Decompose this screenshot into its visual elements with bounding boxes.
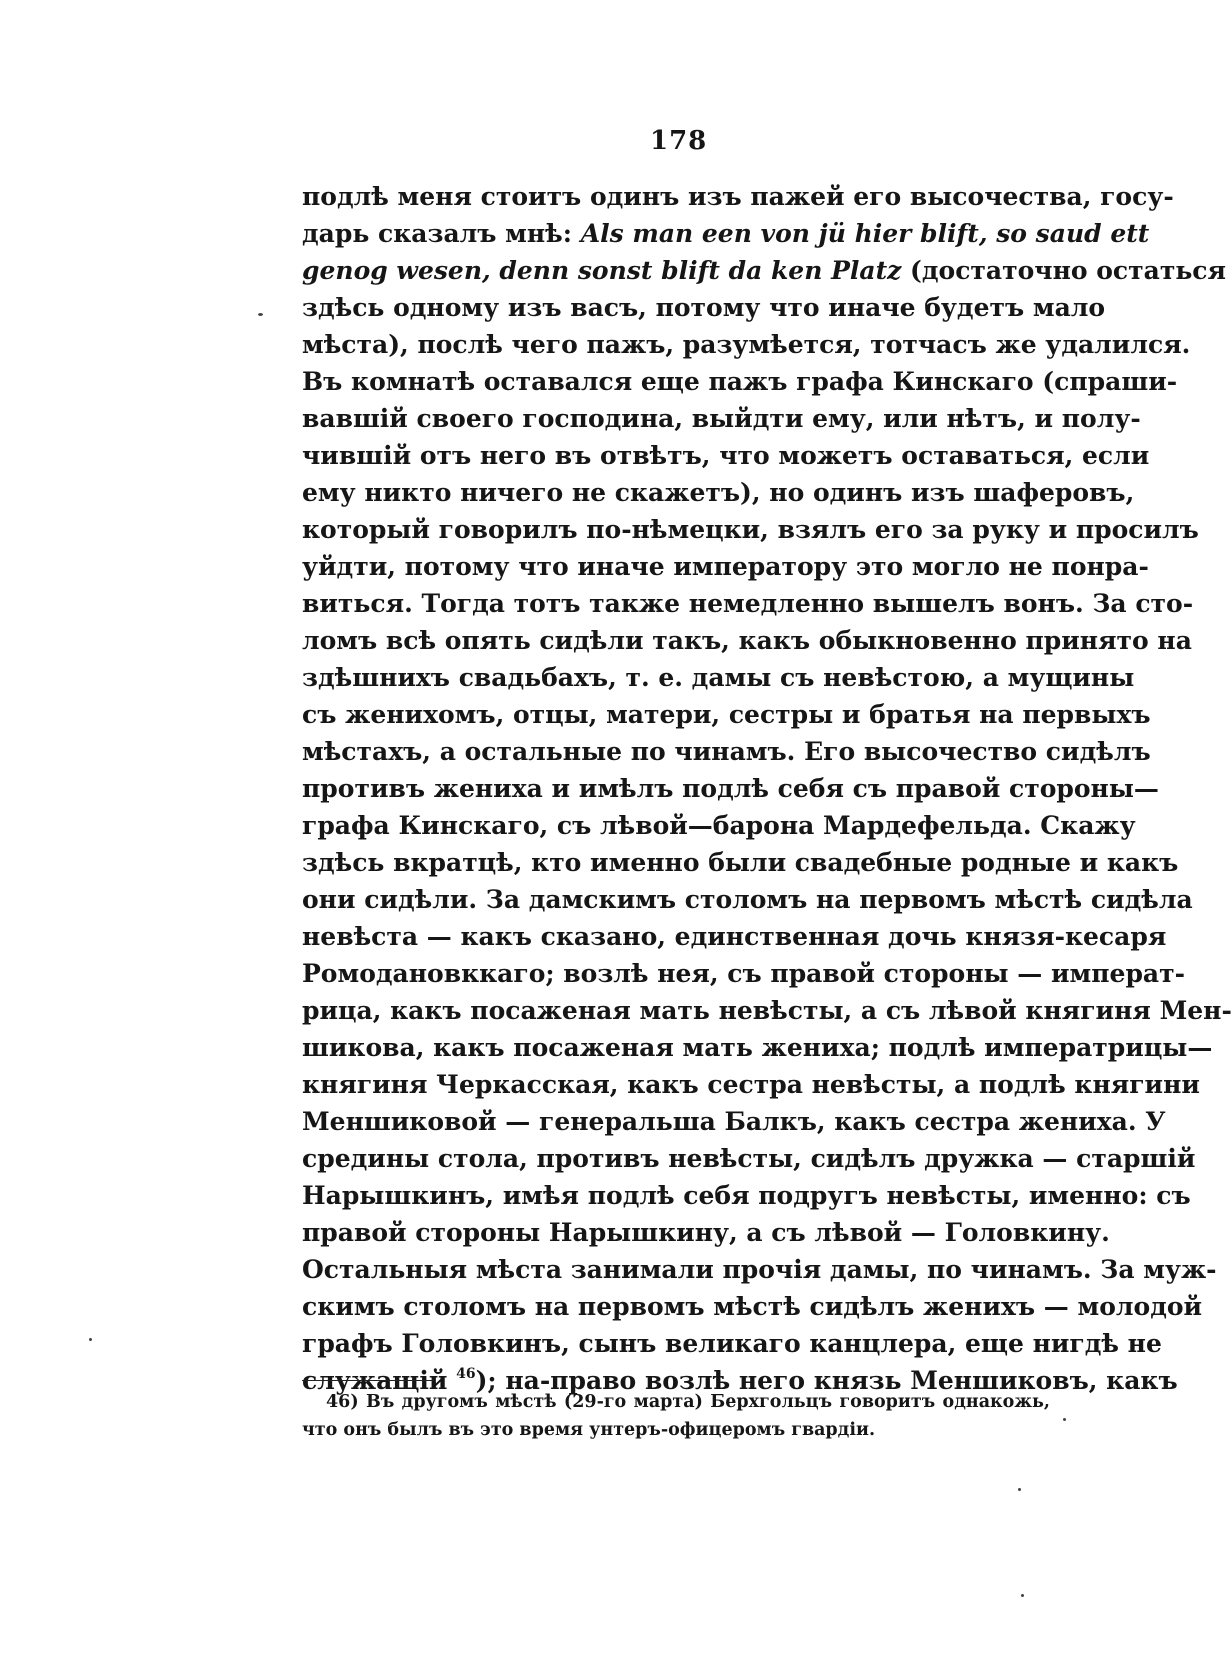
text-segment: здѣсь вкратцѣ, кто именно были свадебные родные и какъ (302, 848, 1179, 877)
text-line (302, 585, 1194, 622)
main-text (302, 178, 1232, 1399)
scan-speck (258, 313, 263, 316)
footnote-line-1: 46) Въ другомъ мѣстѣ (29-го марта) Берхгольцъ говоритъ однакожь, (326, 1392, 1050, 1412)
text-segment: мѣста), послѣ чего пажъ, разумѣется, тотчасъ же удалился. (302, 330, 1191, 359)
text-line (302, 1177, 1191, 1214)
text-line (302, 1140, 1196, 1177)
text-segment: ему никто ничего не скажетъ), но одинъ изъ шаферовъ, (302, 478, 1135, 507)
text-line (302, 548, 1149, 585)
text-line (302, 955, 1185, 992)
italic-german-text: Als man een von jü hier blift, so saud ett (580, 219, 1150, 248)
text-segment: здѣшнихъ свадьбахъ, т. е. дамы съ невѣстою, а мущины (302, 663, 1135, 692)
text-segment: графа Кинскаго, съ лѣвой—барона Мардефельда. Скажу (302, 811, 1136, 840)
text-segment: уйдти, потому что иначе императору это могло не понра- (302, 552, 1149, 581)
text-segment: шикова, какъ посаженая мать жениха; подлѣ императрицы— (302, 1033, 1213, 1062)
text-line (302, 844, 1179, 881)
text-line (302, 1029, 1213, 1066)
text-line (302, 1214, 1110, 1251)
text-line (302, 178, 1174, 215)
text-line (302, 252, 1226, 289)
text-line (302, 363, 1178, 400)
text-line (302, 215, 1150, 252)
scan-speck (1021, 1594, 1024, 1597)
text-segment: Ромодановккаго; возлѣ нея, съ правой стороны — императ- (302, 959, 1185, 988)
footnote-reference: 46 (456, 1366, 476, 1382)
text-segment: графъ Головкинъ, сынъ великаго канцлера, еще нигдѣ не (302, 1329, 1162, 1358)
text-segment: который говорилъ по-нѣмецки, взялъ его за руку и просилъ (302, 515, 1199, 544)
text-segment: (достаточно остаться (901, 256, 1226, 285)
text-segment: мѣстахъ, а остальные по чинамъ. Его высочество сидѣлъ (302, 737, 1151, 766)
text-segment: противъ жениха и имѣлъ подлѣ себя съ правой стороны— (302, 774, 1159, 803)
text-segment: рица, какъ посаженая мать невѣсты, а съ лѣвой княгиня Мен- (302, 996, 1232, 1025)
text-segment: они сидѣли. За дамскимъ столомъ на первомъ мѣстѣ сидѣла (302, 885, 1193, 914)
footnote-line-2: что онъ былъ въ это время унтеръ-офицеромъ гвардіи. (302, 1420, 876, 1440)
text-line (302, 1288, 1203, 1325)
text-segment: здѣсь одному изъ васъ, потому что иначе будетъ мало (302, 293, 1106, 322)
text-line (302, 326, 1191, 363)
text-line (302, 289, 1106, 326)
text-line (302, 659, 1135, 696)
text-line (302, 1251, 1217, 1288)
text-line (302, 696, 1151, 733)
text-segment: ); на-право возлѣ него князь Меншиковъ, какъ (475, 1366, 1178, 1395)
text-segment: Остальныя мѣста занимали прочія дамы, по чинамъ. За муж- (302, 1255, 1217, 1284)
scan-speck (1018, 1488, 1021, 1491)
text-line (302, 1325, 1162, 1362)
text-line (302, 622, 1192, 659)
text-line (302, 511, 1199, 548)
text-line (302, 918, 1167, 955)
text-line (302, 400, 1141, 437)
text-segment: Нарышкинъ, имѣя подлѣ себя подругъ невѣсты, именно: съ (302, 1181, 1191, 1210)
text-segment: служащій (302, 1366, 457, 1395)
footnote (302, 1388, 1050, 1444)
text-segment: скимъ столомъ на первомъ мѣстѣ сидѣлъ женихъ — молодой (302, 1292, 1203, 1321)
scan-speck (89, 1338, 92, 1341)
page-number: 178 (650, 126, 708, 156)
text-line (302, 881, 1193, 918)
italic-german-text: genog wesen, denn sonst blift da ken Platz (302, 256, 902, 285)
text-segment: княгиня Черкасская, какъ сестра невѣсты, а подлѣ княгини (302, 1070, 1200, 1099)
text-segment: ломъ всѣ опять сидѣли такъ, какъ обыкновенно принято на (302, 626, 1192, 655)
text-segment: вавшій своего господина, выйдти ему, или нѣтъ, и полу- (302, 404, 1141, 433)
scan-speck (1063, 1418, 1066, 1421)
text-segment: виться. Тогда тотъ также немедленно вышелъ вонъ. За сто- (302, 589, 1194, 618)
footnote-rule (302, 1380, 434, 1381)
text-segment: Меншиковой — генеральша Балкъ, какъ сестра жениха. У (302, 1107, 1166, 1136)
text-segment: чившій отъ него въ отвѣтъ, что можетъ оставаться, если (302, 441, 1150, 470)
text-line (302, 807, 1136, 844)
text-segment: правой стороны Нарышкину, а съ лѣвой — Головкину. (302, 1218, 1110, 1247)
text-line (302, 437, 1150, 474)
text-line (302, 992, 1232, 1029)
text-line (302, 474, 1135, 511)
text-segment: съ женихомъ, отцы, матери, сестры и братья на первыхъ (302, 700, 1151, 729)
text-segment: средины стола, противъ невѣсты, сидѣлъ дружка — старшій (302, 1144, 1196, 1173)
text-line (302, 733, 1151, 770)
text-segment: дарь сказалъ мнѣ: (302, 219, 581, 248)
text-segment: подлѣ меня стоитъ одинъ изъ пажей его высочества, госу- (302, 182, 1174, 211)
text-line (302, 1066, 1200, 1103)
text-segment: Въ комнатѣ оставался еще пажъ графа Кинскаго (спраши- (302, 367, 1178, 396)
text-segment: невѣста — какъ сказано, единственная дочь князя-кесаря (302, 922, 1167, 951)
text-line (302, 1103, 1166, 1140)
text-line (302, 770, 1159, 807)
